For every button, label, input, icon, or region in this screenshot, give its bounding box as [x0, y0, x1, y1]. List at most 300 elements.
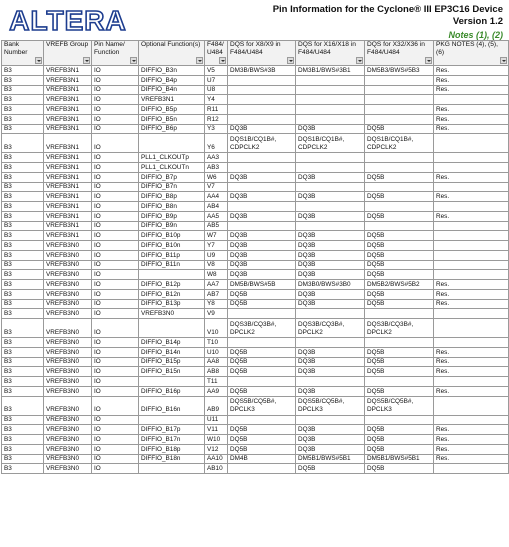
table-cell: Y7: [205, 241, 228, 251]
table-cell: [434, 202, 509, 212]
altera-logo: [6, 5, 130, 35]
table-cell: T11: [205, 377, 228, 387]
table-cell: W8: [205, 270, 228, 280]
table-cell: DQ5B: [228, 444, 296, 454]
table-cell: [228, 182, 296, 192]
column-header-label: PKG NOTES (4), (5), (6): [436, 41, 498, 56]
table-cell: [228, 415, 296, 425]
table-cell: DIFFIO_B12p: [139, 280, 205, 290]
table-cell: B3: [2, 415, 44, 425]
table-cell: Res.: [434, 124, 509, 134]
table-cell: DQ5B: [365, 299, 434, 309]
table-cell: IO: [92, 347, 139, 357]
table-cell: Res.: [434, 386, 509, 396]
column-header: [228, 41, 296, 66]
table-cell: VREFB3N1: [44, 211, 92, 221]
table-cell: DQ3B: [296, 192, 365, 202]
logo-text: ALTERA: [9, 5, 127, 35]
table-cell: IO: [92, 454, 139, 464]
column-header: [92, 41, 139, 66]
table-cell: B3: [2, 134, 44, 153]
filter-dropdown-icon[interactable]: [500, 57, 507, 64]
table-cell: VREFB3N1: [44, 134, 92, 153]
table-cell: IO: [92, 415, 139, 425]
table-cell: DM5B1/BWS#5B1: [296, 454, 365, 464]
table-cell: V9: [205, 309, 228, 319]
table-cell: DIFFIO_B15p: [139, 357, 205, 367]
table-cell: B3: [2, 289, 44, 299]
table-cell: VREFB3N0: [44, 415, 92, 425]
table-cell: IO: [92, 425, 139, 435]
table-cell: Res.: [434, 85, 509, 95]
table-cell: [296, 338, 365, 348]
table-cell: V11: [205, 425, 228, 435]
table-cell: V10: [205, 319, 228, 338]
table-row: [2, 134, 509, 153]
table-row: [2, 338, 509, 348]
table-cell: IO: [92, 357, 139, 367]
table-cell: IO: [92, 270, 139, 280]
table-row: [2, 192, 509, 202]
table-cell: Y3: [205, 124, 228, 134]
table-cell: DQ5B: [228, 347, 296, 357]
table-cell: IO: [92, 289, 139, 299]
table-cell: DQ5B: [365, 386, 434, 396]
table-row: [2, 425, 509, 435]
table-cell: DQS1B/CQ1B#, CDPCLK2: [228, 134, 296, 153]
table-cell: [228, 75, 296, 85]
table-cell: VREFB3N1: [44, 231, 92, 241]
table-cell: B3: [2, 386, 44, 396]
table-cell: [228, 163, 296, 173]
table-cell: [434, 415, 509, 425]
table-cell: [365, 85, 434, 95]
table-cell: DQ5B: [365, 211, 434, 221]
table-cell: IO: [92, 299, 139, 309]
table-cell: [365, 182, 434, 192]
table-cell: VREFB3N1: [44, 172, 92, 182]
table-cell: [296, 85, 365, 95]
table-cell: DQ5B: [228, 435, 296, 445]
table-cell: B3: [2, 66, 44, 76]
filter-dropdown-icon[interactable]: [219, 57, 226, 64]
table-cell: IO: [92, 66, 139, 76]
table-cell: VREFB3N0: [44, 241, 92, 251]
table-cell: W6: [205, 172, 228, 182]
table-cell: [296, 163, 365, 173]
table-cell: B3: [2, 377, 44, 387]
table-cell: VREFB3N1: [139, 95, 205, 105]
table-cell: DQ5B: [296, 464, 365, 474]
table-cell: B3: [2, 367, 44, 377]
table-cell: [365, 415, 434, 425]
table-cell: [434, 182, 509, 192]
table-cell: AA4: [205, 192, 228, 202]
table-cell: VREFB3N1: [44, 202, 92, 212]
table-cell: B3: [2, 105, 44, 115]
table-cell: IO: [92, 377, 139, 387]
table-cell: Res.: [434, 435, 509, 445]
table-cell: V12: [205, 444, 228, 454]
table-cell: DQ3B: [296, 444, 365, 454]
table-cell: IO: [92, 182, 139, 192]
table-cell: [434, 221, 509, 231]
table-cell: AB7: [205, 289, 228, 299]
notes-reference: Notes (1), (2): [448, 30, 503, 40]
table-cell: IO: [92, 75, 139, 85]
table-cell: IO: [92, 211, 139, 221]
table-cell: Res.: [434, 299, 509, 309]
table-cell: DQ3B: [296, 299, 365, 309]
table-cell: DQ5B: [228, 386, 296, 396]
table-cell: DIFFIO_B4p: [139, 75, 205, 85]
table-cell: IO: [92, 192, 139, 202]
table-cell: AA5: [205, 211, 228, 221]
table-cell: Res.: [434, 105, 509, 115]
table-cell: Y4: [205, 95, 228, 105]
table-cell: VREFB3N1: [44, 85, 92, 95]
table-cell: DM3B1/BWS#3B1: [296, 66, 365, 76]
table-cell: AB10: [205, 464, 228, 474]
table-cell: DQ5B: [365, 172, 434, 182]
table-cell: VREFB3N0: [44, 396, 92, 415]
table-cell: DQ5B: [365, 231, 434, 241]
table-cell: B3: [2, 124, 44, 134]
table-row: [2, 357, 509, 367]
table-cell: [139, 377, 205, 387]
table-cell: [365, 221, 434, 231]
table-cell: [228, 105, 296, 115]
table-cell: B3: [2, 454, 44, 464]
column-header: [205, 41, 228, 66]
table-row: [2, 260, 509, 270]
table-cell: DQ3B: [296, 357, 365, 367]
table-cell: DIFFIO_B17n: [139, 435, 205, 445]
table-cell: B3: [2, 260, 44, 270]
table-cell: IO: [92, 435, 139, 445]
table-cell: [434, 464, 509, 474]
table-cell: DM5B3/BWS#5B3: [365, 66, 434, 76]
table-cell: [228, 202, 296, 212]
table-cell: DQ3B: [296, 347, 365, 357]
document-title: Pin Information for the Cyclone® III EP3C16 Device: [272, 4, 503, 15]
table-cell: DM5B/BWS#5B: [228, 280, 296, 290]
table-cell: IO: [92, 309, 139, 319]
table-cell: [139, 134, 205, 153]
table-cell: DIFFIO_B11n: [139, 260, 205, 270]
table-cell: DQ5B: [365, 464, 434, 474]
table-cell: VREFB3N0: [44, 280, 92, 290]
table-cell: [434, 250, 509, 260]
table-cell: DQ3B: [296, 211, 365, 221]
table-cell: B3: [2, 85, 44, 95]
filter-dropdown-icon[interactable]: [83, 57, 90, 64]
table-cell: DIFFIO_B14p: [139, 338, 205, 348]
table-cell: U11: [205, 415, 228, 425]
filter-dropdown-icon[interactable]: [356, 57, 363, 64]
table-cell: IO: [92, 105, 139, 115]
filter-dropdown-icon[interactable]: [130, 57, 137, 64]
table-cell: VREFB3N0: [44, 357, 92, 367]
table-cell: DIFFIO_B8n: [139, 202, 205, 212]
table-cell: [228, 221, 296, 231]
table-cell: DQ5B: [365, 289, 434, 299]
table-cell: DQ5B: [228, 289, 296, 299]
table-cell: B3: [2, 319, 44, 338]
table-cell: AA8: [205, 357, 228, 367]
table-cell: B3: [2, 444, 44, 454]
table-cell: AB8: [205, 367, 228, 377]
table-cell: AA3: [205, 153, 228, 163]
table-cell: DQ5B: [365, 425, 434, 435]
table-cell: DQ5B: [365, 270, 434, 280]
table-cell: DQ3B: [228, 192, 296, 202]
column-header: [2, 41, 44, 66]
table-cell: DQ5B: [228, 367, 296, 377]
table-cell: Res.: [434, 289, 509, 299]
table-cell: VREFB3N1: [44, 114, 92, 124]
table-row: [2, 221, 509, 231]
table-cell: B3: [2, 338, 44, 348]
table-row: [2, 464, 509, 474]
table-row: [2, 75, 509, 85]
column-header: [365, 41, 434, 66]
table-cell: DQ3B: [228, 172, 296, 182]
table-header-row: [2, 41, 509, 66]
table-cell: VREFB3N1: [44, 153, 92, 163]
table-cell: VREFB3N0: [44, 435, 92, 445]
table-cell: [296, 221, 365, 231]
table-cell: Res.: [434, 66, 509, 76]
table-row: [2, 153, 509, 163]
table-cell: DQ3B: [228, 250, 296, 260]
table-cell: R11: [205, 105, 228, 115]
table-cell: DIFFIO_B18p: [139, 444, 205, 454]
table-cell: IO: [92, 386, 139, 396]
filter-dropdown-icon[interactable]: [287, 57, 294, 64]
table-cell: [228, 114, 296, 124]
table-cell: DM5B2/BWS#5B2: [365, 280, 434, 290]
table-cell: DIFFIO_B6p: [139, 124, 205, 134]
table-cell: VREFB3N1: [44, 124, 92, 134]
table-row: [2, 241, 509, 251]
table-cell: [139, 319, 205, 338]
table-cell: U7: [205, 75, 228, 85]
table-cell: VREFB3N0: [44, 444, 92, 454]
table-cell: DQ5B: [365, 260, 434, 270]
column-header-label: DQS for X8/X9 in F484/U484: [230, 41, 281, 56]
table-cell: [434, 153, 509, 163]
table-cell: [139, 270, 205, 280]
table-cell: [365, 153, 434, 163]
table-cell: DQS5B/CQ5B#, DPCLK3: [365, 396, 434, 415]
table-cell: DQ5B: [228, 425, 296, 435]
table-cell: DQ5B: [365, 192, 434, 202]
table-cell: DQ3B: [228, 241, 296, 251]
table-cell: [228, 464, 296, 474]
table-cell: [296, 105, 365, 115]
table-cell: [296, 95, 365, 105]
table-cell: DIFFIO_B17p: [139, 425, 205, 435]
table-cell: VREFB3N0: [44, 289, 92, 299]
table-cell: DQ3B: [296, 435, 365, 445]
table-cell: Res.: [434, 454, 509, 464]
table-cell: DIFFIO_B4n: [139, 85, 205, 95]
table-cell: [434, 338, 509, 348]
table-cell: W10: [205, 435, 228, 445]
table-cell: IO: [92, 444, 139, 454]
table-cell: DQ5B: [365, 241, 434, 251]
table-cell: Res.: [434, 280, 509, 290]
table-cell: DQ3B: [296, 367, 365, 377]
table-cell: [228, 153, 296, 163]
table-cell: U10: [205, 347, 228, 357]
table-cell: DQS3B/CQ3B#, DPCLK2: [296, 319, 365, 338]
table-cell: B3: [2, 163, 44, 173]
table-row: [2, 211, 509, 221]
table-cell: DQ3B: [228, 260, 296, 270]
table-row: [2, 415, 509, 425]
table-cell: DQS3B/CQ3B#, DPCLK2: [228, 319, 296, 338]
pin-table: [1, 40, 509, 474]
table-cell: [434, 270, 509, 280]
table-cell: DQ5B: [228, 299, 296, 309]
table-cell: VREFB3N0: [44, 377, 92, 387]
table-cell: [365, 95, 434, 105]
table-cell: VREFB3N1: [44, 182, 92, 192]
table-cell: DQ3B: [228, 211, 296, 221]
table-cell: DIFFIO_B15n: [139, 367, 205, 377]
table-cell: VREFB3N1: [44, 163, 92, 173]
table-cell: DQ3B: [296, 386, 365, 396]
filter-dropdown-icon[interactable]: [35, 57, 42, 64]
table-cell: AB9: [205, 396, 228, 415]
table-cell: [434, 377, 509, 387]
table-cell: B3: [2, 464, 44, 474]
table-cell: B3: [2, 231, 44, 241]
table-cell: DIFFIO_B9n: [139, 221, 205, 231]
table-cell: PLL1_CLKOUTn: [139, 163, 205, 173]
table-cell: IO: [92, 202, 139, 212]
table-cell: Res.: [434, 192, 509, 202]
table-cell: VREFB3N0: [44, 454, 92, 464]
filter-dropdown-icon[interactable]: [425, 57, 432, 64]
table-cell: DM4B: [228, 454, 296, 464]
table-cell: B3: [2, 270, 44, 280]
document-version: Version 1.2: [452, 16, 503, 27]
table-cell: DQ5B: [365, 357, 434, 367]
table-cell: AA7: [205, 280, 228, 290]
table-cell: DIFFIO_B10p: [139, 231, 205, 241]
table-cell: DIFFIO_B16n: [139, 396, 205, 415]
table-cell: PLL1_CLKOUTp: [139, 153, 205, 163]
table-cell: DQ3B: [296, 289, 365, 299]
table-row: [2, 202, 509, 212]
table-row: [2, 396, 509, 415]
table-cell: DQS3B/CQ3B#, DPCLK2: [365, 319, 434, 338]
column-header-label: Optional Function(s): [141, 41, 201, 48]
table-cell: [296, 75, 365, 85]
column-header-label: F484/ U484: [207, 41, 224, 56]
table-cell: VREFB3N0: [44, 309, 92, 319]
table-cell: R12: [205, 114, 228, 124]
table-cell: IO: [92, 114, 139, 124]
table-cell: DIFFIO_B16p: [139, 386, 205, 396]
table-cell: DQ5B: [365, 367, 434, 377]
table-row: [2, 435, 509, 445]
table-cell: [434, 134, 509, 153]
table-cell: B3: [2, 182, 44, 192]
table-cell: DQ3B: [296, 124, 365, 134]
table-cell: VREFB3N0: [44, 250, 92, 260]
table-cell: [296, 182, 365, 192]
table-cell: B3: [2, 250, 44, 260]
table-cell: B3: [2, 309, 44, 319]
table-cell: [139, 464, 205, 474]
table-row: [2, 309, 509, 319]
table-cell: AA10: [205, 454, 228, 464]
table-cell: IO: [92, 280, 139, 290]
table-cell: VREFB3N0: [44, 425, 92, 435]
table-row: [2, 231, 509, 241]
table-row: [2, 299, 509, 309]
table-cell: VREFB3N1: [44, 105, 92, 115]
table-cell: B3: [2, 114, 44, 124]
table-cell: [365, 338, 434, 348]
table-cell: B3: [2, 153, 44, 163]
table-cell: DQ5B: [365, 124, 434, 134]
table-cell: [365, 105, 434, 115]
table-cell: [434, 309, 509, 319]
table-row: [2, 444, 509, 454]
table-cell: DQ3B: [228, 124, 296, 134]
table-row: [2, 163, 509, 173]
table-cell: VREFB3N0: [44, 299, 92, 309]
table-cell: AB5: [205, 221, 228, 231]
table-cell: [365, 75, 434, 85]
table-cell: B3: [2, 241, 44, 251]
table-cell: Res.: [434, 367, 509, 377]
table-cell: B3: [2, 347, 44, 357]
table-cell: DIFFIO_B7n: [139, 182, 205, 192]
table-cell: IO: [92, 221, 139, 231]
table-cell: IO: [92, 464, 139, 474]
table-cell: DIFFIO_B5p: [139, 105, 205, 115]
table-cell: Y8: [205, 299, 228, 309]
table-cell: Res.: [434, 114, 509, 124]
table-cell: V8: [205, 260, 228, 270]
table-cell: B3: [2, 435, 44, 445]
table-cell: VREFB3N0: [44, 260, 92, 270]
table-row: [2, 367, 509, 377]
filter-dropdown-icon[interactable]: [196, 57, 203, 64]
column-header-label: DQS for X32/X36 in F484/U484: [367, 41, 425, 56]
table-cell: DQ5B: [365, 435, 434, 445]
table-row: [2, 270, 509, 280]
table-cell: DQ5B: [365, 250, 434, 260]
table-cell: [228, 95, 296, 105]
table-cell: Res.: [434, 425, 509, 435]
table-cell: DQS5B/CQ5B#, DPCLK3: [228, 396, 296, 415]
table-cell: V7: [205, 182, 228, 192]
table-cell: DM5B1/BWS#5B1: [365, 454, 434, 464]
table-cell: B3: [2, 299, 44, 309]
column-header-label: DQS for X16/X18 in F484/U484: [298, 41, 356, 56]
table-cell: IO: [92, 241, 139, 251]
table-cell: VREFB3N1: [44, 95, 92, 105]
table-cell: T10: [205, 338, 228, 348]
table-row: [2, 114, 509, 124]
